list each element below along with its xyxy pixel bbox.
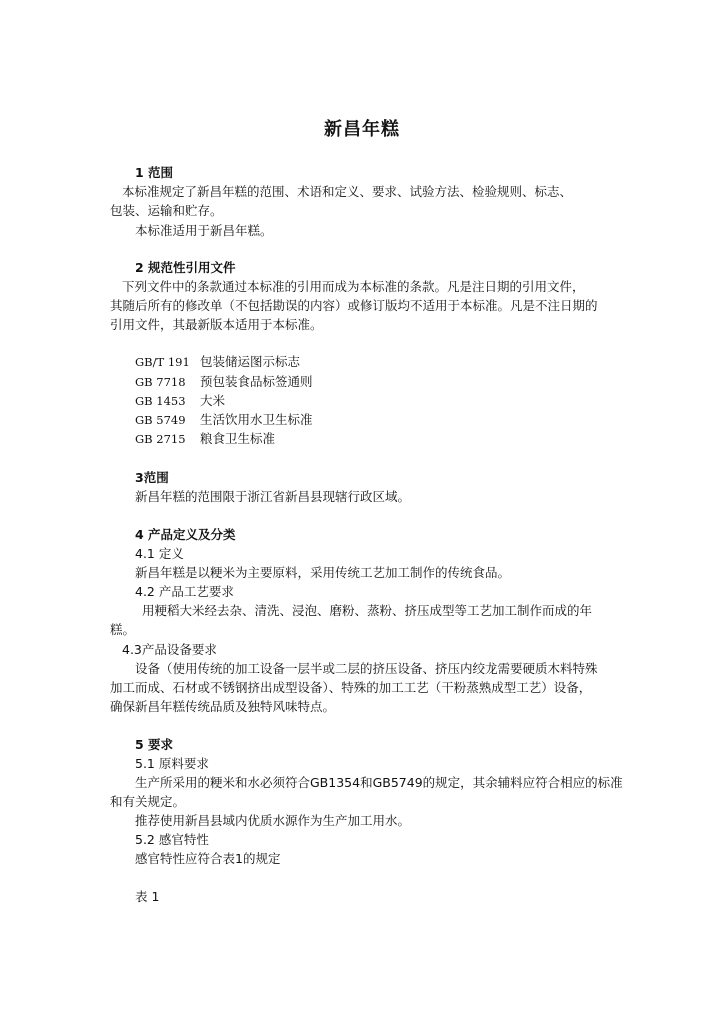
section-5-1-paragraph-line-2: 和有关规定。	[110, 794, 186, 809]
section-4-1-heading: 4.1 定义	[135, 546, 184, 561]
reference-row	[135, 392, 225, 410]
section-5-1-heading: 5.1 原料要求	[135, 756, 209, 771]
section-4-heading: 4 产品定义及分类	[135, 527, 236, 542]
reference-row	[135, 411, 313, 429]
section-1-paragraph-line-1: 本标准规定了新昌年糕的范围、术语和定义、要求、试验方法、检验规则、标志、	[122, 184, 573, 199]
section-3-paragraph: 新昌年糕的范围限于浙江省新昌县现辖行政区域。	[135, 489, 411, 504]
reference-code: GB 7718	[135, 375, 186, 389]
section-5-1-paragraph-line-1: 生产所采用的粳米和水必须符合GB1354和GB5749的规定，其余辅料应符合相应的标准	[135, 775, 623, 790]
section-1-paragraph-line-2: 包装、运输和贮存。	[110, 203, 223, 218]
section-4-2-paragraph-line-2: 糕。	[110, 622, 136, 637]
section-4-3-paragraph-line-3: 确保新昌年糕传统品质及独特风味特点。	[110, 699, 336, 714]
section-4-3-paragraph-line-1: 设备（使用传统的加工设备一层半或二层的挤压设备、挤压内绞龙需要硬质木料特殊	[135, 661, 598, 676]
document-title: 新昌年糕	[324, 119, 400, 140]
section-2-paragraph-line-3: 引用文件，其最新版本适用于本标准。	[110, 317, 323, 332]
section-4-2-heading: 4.2 产品工艺要求	[135, 584, 234, 599]
section-4-1-paragraph: 新昌年糕是以粳米为主要原料，采用传统工艺加工制作的传统食品。	[135, 565, 511, 580]
reference-title: 生活饮用水卫生标准	[200, 412, 313, 427]
reference-code: GB/T 191	[135, 355, 190, 369]
reference-title: 包装储运图示标志	[200, 354, 301, 369]
section-5-2-heading: 5.2 感官特性	[135, 832, 209, 847]
section-2-paragraph-line-1: 下列文件中的条款通过本标准的引用而成为本标准的条款。凡是注日期的引用文件，	[122, 279, 585, 294]
reference-code: GB 5749	[135, 413, 186, 427]
table-label: 表 1	[135, 889, 160, 904]
section-5-1-paragraph-line-3: 推荐使用新昌县域内优质水源作为生产加工用水。	[135, 813, 411, 828]
section-4-2-paragraph-line-1: 用粳稻大米经去杂、清洗、浸泡、磨粉、蒸粉、挤压成型等工艺加工制作而成的年	[142, 603, 593, 618]
reference-row	[135, 373, 313, 391]
section-5-2-paragraph: 感官特性应符合表1的规定	[135, 851, 281, 866]
section-1-heading: 1 范围	[135, 165, 174, 180]
section-4-3-heading: 4.3产品设备要求	[122, 642, 217, 657]
reference-title: 大米	[200, 393, 226, 408]
section-4-3-paragraph-line-2: 加工而成、石材或不锈钢挤出成型设备）、特殊的加工工艺（干粉蒸熟成型工艺）设备，	[110, 680, 592, 695]
section-2-heading: 2 规范性引用文件	[135, 260, 236, 275]
section-5-heading: 5 要求	[135, 737, 174, 752]
section-1-scope-line: 本标准适用于新昌年糕。	[135, 223, 273, 238]
reference-row	[135, 430, 275, 448]
reference-row	[135, 353, 300, 371]
reference-code: GB 2715	[135, 432, 186, 446]
reference-title: 粮食卫生标准	[200, 431, 276, 446]
reference-title: 预包装食品标签通则	[200, 374, 313, 389]
section-3-heading: 3范围	[135, 470, 169, 485]
section-2-paragraph-line-2: 其随后所有的修改单（不包括勘误的内容）或修订版均不适用于本标准。凡是不注日期的	[110, 298, 598, 313]
reference-code: GB 1453	[135, 394, 186, 408]
